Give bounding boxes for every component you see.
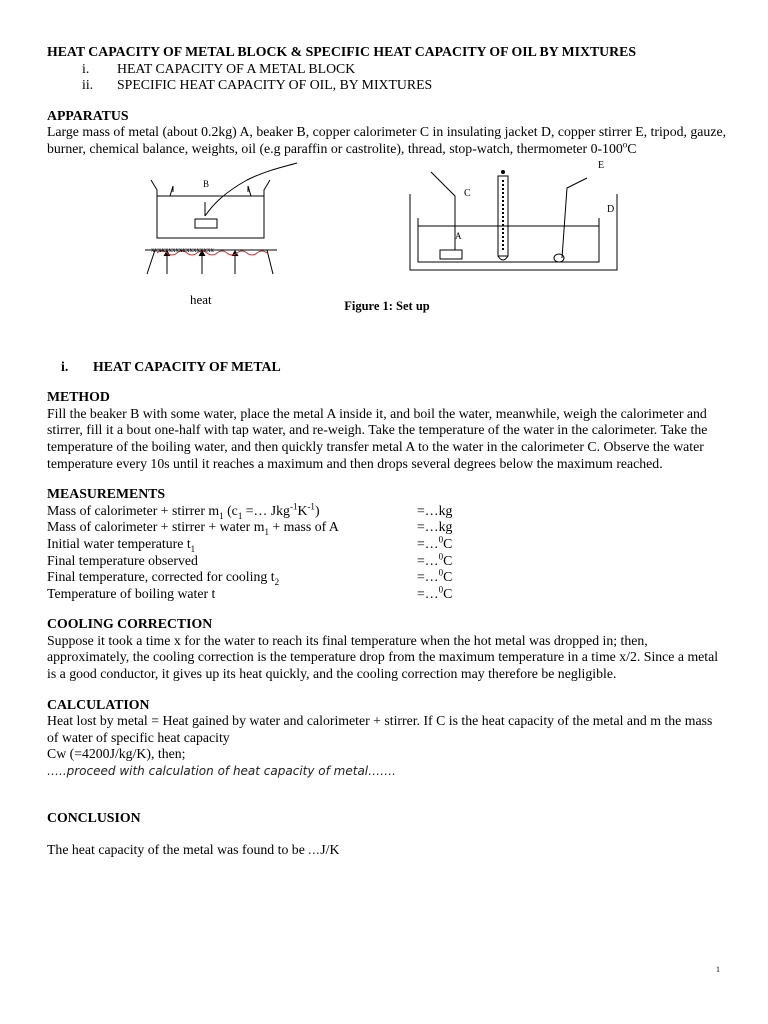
measurements-heading: MEASUREMENTS	[47, 486, 166, 502]
table-of-contents	[82, 61, 727, 94]
label-b: B	[203, 178, 210, 189]
label-c: C	[464, 187, 471, 199]
measurement-value: =…$^0$C	[417, 550, 453, 568]
measurement-row	[47, 536, 467, 553]
conclusion-heading: CONCLUSION	[47, 809, 141, 825]
measurement-label: Final temperature, corrected for cooling $t_2$	[47, 569, 280, 587]
section-heading: i. HEAT CAPACITY OF METAL	[61, 358, 281, 374]
calculation-text: Heat lost by metal = Heat gained by water and calorimeter + stirrer. If C is the heat capacity of the metal and m the mass of water of specific heat capacity	[47, 713, 713, 745]
toc-item	[82, 61, 727, 78]
conclusion-text: The heat capacity of the metal was found to be …J/K	[47, 842, 340, 858]
apparatus-text: Large mass of metal (about 0.2kg) A, beaker B, copper calorimeter C in insulating jacket D, copper stirrer E, tripod, gauze, burner, chemical balance, weights, oil (e.g paraffin or castrolite), thread, stop-watch, thermometer 0-100$^o$C	[47, 124, 727, 156]
setup-figure	[47, 158, 727, 324]
toc-item	[82, 77, 727, 94]
cooling-heading: COOLING CORRECTION	[47, 616, 213, 632]
toc-number: i.	[82, 60, 90, 76]
measurement-value: =…$^0$C	[417, 567, 453, 585]
method-heading: METHOD	[47, 389, 110, 405]
toc-text: SPECIFIC HEAT CAPACITY OF OIL, BY MIXTURES	[117, 77, 433, 93]
toc-number: ii.	[82, 77, 94, 93]
measurement-row	[47, 586, 467, 603]
measurement-label: Mass of calorimeter + stirrer + water $m_1$ + mass of A	[47, 519, 339, 538]
method-text: Fill the beaker B with some water, place the metal A inside it, and boil the water, meanwhile, weigh the calorimeter and stirrer, fill it a bout one-half with tap water, and re-weigh. Take the temperature of the water in the calorimeter. Take the temperature of the boiling water, and then quickly transfer metal A to the water in the calorimeter C. Observe the water temperature every 10s until it reaches a maximum and then drops several degrees below the maximum reached.	[47, 405, 708, 471]
label-d: D	[607, 203, 615, 215]
measurement-row	[47, 503, 467, 520]
measurement-row	[47, 519, 467, 536]
measurement-label: Temperature of boiling water t	[47, 585, 216, 601]
measurement-value: =…kg	[417, 519, 453, 535]
measurement-label: Mass of calorimeter + stirrer $m_1$ ($c_1$ =… $Jkg^{-1}K^{-1}$)	[47, 501, 320, 521]
calculation-heading: CALCULATION	[47, 696, 150, 712]
measurement-label: Initial water temperature $t_1$	[47, 535, 196, 554]
page-number: 1	[716, 965, 720, 974]
label-gauze: xxxxxxxxxxxxxxxxxx	[151, 245, 214, 254]
figure-caption: Figure 1: Set up	[344, 298, 430, 313]
document-page	[47, 44, 727, 859]
calculation-instruction: …..proceed with calculation of heat capacity of metal…….	[47, 764, 396, 779]
measurement-value: =…$^0$C	[417, 584, 453, 601]
measurement-value: =…kg	[417, 502, 453, 518]
toc-text: HEAT CAPACITY OF A METAL BLOCK	[117, 60, 356, 76]
measurement-row	[47, 569, 467, 586]
label-a: A	[455, 230, 462, 241]
measurement-label: Final temperature observed	[47, 552, 198, 568]
label-heat: heat	[190, 291, 212, 307]
measurement-value: =…$^0$C	[417, 534, 453, 551]
calculation-cw: Cw (=4200J/kg/K), then;	[47, 746, 186, 762]
label-e: E	[598, 159, 605, 171]
measurement-row	[47, 550, 467, 570]
cooling-text: Suppose it took a time x for the water to reach its final temperature when the hot metal was dropped in; then, approximately, the cooling correction is the temperature drop from the maximum temperature in a time x/2. Since a metal is a good conductor, it gives up its heat quickly, and the cooling correction may therefore be negligible.	[47, 632, 719, 682]
document-title: HEAT CAPACITY OF METAL BLOCK & SPECIFIC HEAT CAPACITY OF OIL BY MIXTURES	[47, 44, 636, 59]
measurements-list	[47, 503, 467, 603]
apparatus-heading: APPARATUS	[47, 107, 129, 123]
